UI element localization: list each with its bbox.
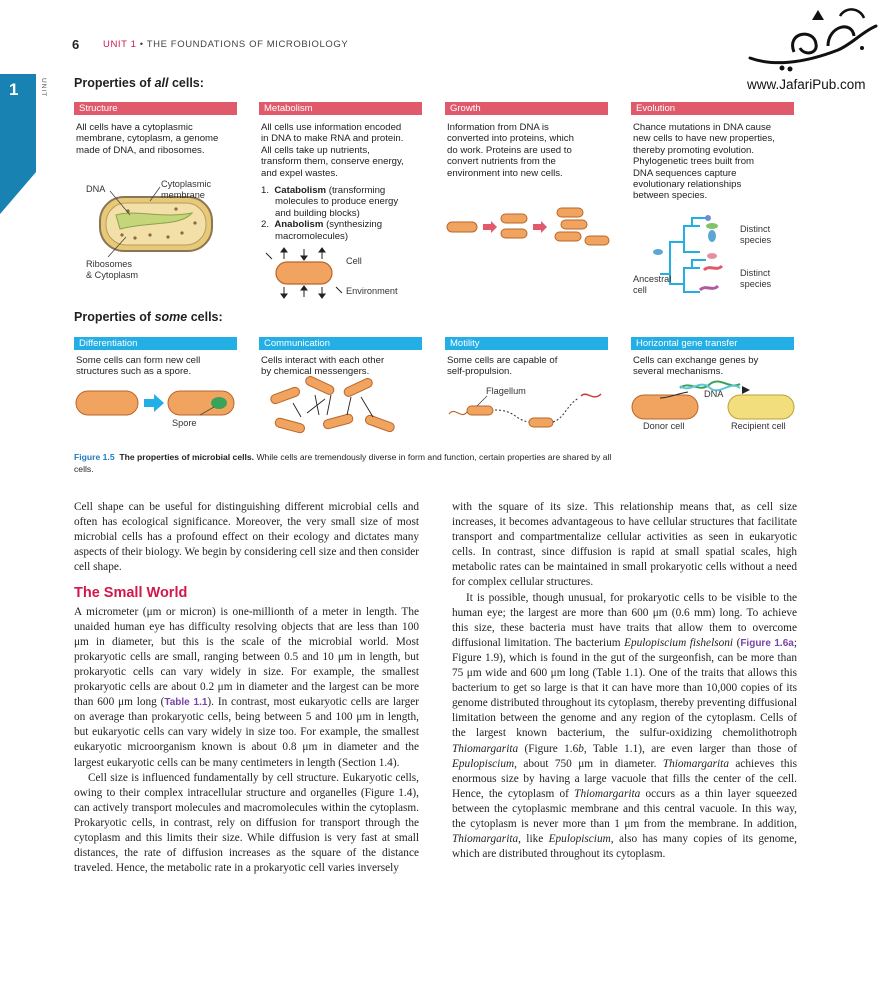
label-dna: DNA xyxy=(86,184,106,194)
label-spore: Spore xyxy=(172,418,197,428)
label-ribosomes: Ribosomes & Cytoplasm xyxy=(86,259,139,280)
metabolism-diagram xyxy=(262,245,362,305)
figure-number: Figure 1.5 xyxy=(74,452,115,462)
communication-desc: Cells interact with each other by chemical messengers. xyxy=(261,355,385,378)
right-column xyxy=(452,500,797,862)
page-number: 6 xyxy=(72,37,80,52)
label-distinct-species-1: Distinct species xyxy=(740,224,772,245)
gene-transfer-diagram xyxy=(630,378,800,423)
growth-desc: Information from DNA is converted into proteins, which do work. Proteins are used to convert nutrients from the environment into new cells. xyxy=(447,122,574,179)
label-cell: Cell xyxy=(346,256,362,266)
label-recipient-cell: Recipient cell xyxy=(731,421,786,431)
right-para-1: with the square of its size. This relationship means that, as cell size increases, it becomes advantageous to have cellular structures that facilitate transport and compartmentalize cellular activities as seen in eukaryotic cells. In contrast, since diffusion is rapid at small spatial scales, high metabolic rates can be maintained in small prokaryotic cells without a need for complex cellular structures. xyxy=(452,501,797,589)
unit-title: THE FOUNDATIONS OF MICROBIOLOGY xyxy=(146,39,349,50)
metabolism-desc: All cells use information encoded in DNA to make RNA and protein. All cells take up nutrients, transform them, conserve energy, and expel wastes. xyxy=(261,122,404,179)
gene-transfer-bar: Horizontal gene transfer xyxy=(631,337,794,350)
unit-label: UNIT 1 xyxy=(103,39,137,50)
left-para-3: Cell size is influenced fundamentally by cell structure. Eukaryotic cells, owing to their complex intracellular structure and organelles (Figure 1.4), can actively transport molecules and macromolecules within the cytoplasm. Prokaryotic cells, in contrast, rely on diffusion for transport through the cytoplasm and this limits their size. While diffusion is very fast at small distances, the rate of diffusion increases as the square of the distance traveled. Hence, the metabolic rate in a prokaryotic cell varies inversely xyxy=(74,771,419,875)
label-dna-transfer: DNA xyxy=(704,389,724,399)
differentiation-bar: Differentiation xyxy=(74,337,237,350)
growth-bar: Growth xyxy=(445,102,608,115)
metabolism-item-1: 1. Catabolism (transforming xyxy=(261,185,386,196)
left-para-2: A micrometer (μm or micron) is one-millionth of a meter in length. The unaided human eye has difficulty resolving objects that are less than 100 μm in diameter, but this is the scale of the microbial world. Most prokaryotic cells are small, ranging between 0.5 and 10 μm in length, but prokaryotic cells can vary widely in size. For example, the smallest prokaryotic cells are about 0.2 μm in diameter and the largest can be more than 600 μm long (Table 1.1). In contrast, most eukaryotic cells are larger on average than prokaryotic cells, being between 5 and 100 μm in length, but eukaryotic cells can vary widely in size too. For example, the smallest eukaryotic microorganism known is about 0.8 μm in diameter and the largest eukaryotic cells can be many centimeters in length (Section 1.4). xyxy=(74,605,419,769)
label-distinct-species-2: Distinct species xyxy=(740,268,772,289)
evolution-bar: Evolution xyxy=(631,102,794,115)
left-column xyxy=(74,500,419,876)
metabolism-bar: Metabolism xyxy=(259,102,422,115)
differentiation-diagram xyxy=(74,385,244,425)
communication-bar: Communication xyxy=(259,337,422,350)
label-flagellum: Flagellum xyxy=(486,386,526,396)
growth-diagram xyxy=(445,200,615,250)
publisher-url: www.JafariPub.com xyxy=(747,77,866,92)
label-environment: Environment xyxy=(346,286,398,296)
publisher-logo xyxy=(742,6,884,78)
label-donor-cell: Donor cell xyxy=(643,421,685,431)
figure-caption-title: The properties of microbial cells. xyxy=(119,452,255,462)
structure-bar: Structure xyxy=(74,102,237,115)
metabolism-list: 1. Catabolism (transforming molecules to produce energy and building blocks) 2. Anabolism (synthesizing macromolecules) xyxy=(261,185,399,242)
all-cells-title: Properties of all cells: xyxy=(74,76,204,90)
differentiation-desc: Some cells can form new cell structures such as a spore. xyxy=(76,355,201,378)
label-membrane: Cytoplasmic membrane xyxy=(161,179,212,200)
communication-diagram xyxy=(265,375,425,440)
some-cells-title: Properties of some cells: xyxy=(74,310,223,324)
motility-diagram xyxy=(445,380,610,440)
evolution-desc: Chance mutations in DNA cause new cells to have new properties, thereby promoting evolution. Phylogenetic trees built from DNA sequences capture evolutionary relationships between species. xyxy=(633,122,775,202)
motility-desc: Some cells are capable of self-propulsion. xyxy=(447,355,558,378)
gene-transfer-desc: Cells can exchange genes by several mechanisms. xyxy=(633,355,759,378)
metabolism-item-2: 2. Anabolism (synthesizing xyxy=(261,219,383,231)
label-ancestral-cell: Ancestral cell xyxy=(633,274,672,295)
structure-desc: All cells have a cytoplasmic membrane, cytoplasm, a genome made of DNA, and ribosomes. xyxy=(76,122,219,156)
motility-bar: Motility xyxy=(445,337,608,350)
running-header: UNIT 1 • THE FOUNDATIONS OF MICROBIOLOGY xyxy=(103,39,349,50)
left-para-1: Cell shape can be useful for distinguishing different microbial cells and often has ecological significance. Moreover, the very small size of most microbial cells has a profound effect on their ecology and dictates many aspects of their biology. We begin by considering cell size and then consider cell shape. xyxy=(74,501,419,574)
figure-caption-text: While cells are tremendously diverse in form and function, certain properties are shared by all cells. xyxy=(74,452,612,474)
right-para-2: It is possible, though unusual, for prokaryotic cells to be visible to the human eye; the largest are more than 600 μm (0.6 mm) long. To achieve this size, these bacteria must have traits that allow them to overcome diffusional limitation. The bacterium Epulopiscium fishelsoni (Figure 1.6a; Figure 1.9), which is found in the gut of the surgeonfish, can be more than 75 μm wide and 600 μm long (Table 1.1). One of the traits that allows this bacterium to get so large is that it can have more than 10,000 copies of its genome distributed throughout its cytoplasm, thereby preventing diffusional limitation between the genome and any region of the cytoplasm. Cells of the largest known bacterium, the sulfur-oxidizing chemolithotroph Thiomargarita (Figure 1.6b, Table 1.1), are even larger than those of Epulopiscium, about 750 μm in diameter. Thiomargarita achieves this enormous size by having a large vacuole that fills the center of the cell. Hence, the cytoplasm of Thiomargarita occurs as a thin layer squeezed between the cytoplasmic membrane and this central vacuole. In this way, the cytoplasm is never more than 1 μm from the membrane. In addition, Thiomargarita, like Epulopiscium, also has many copies of its genome, which are distributed throughout its cytoplasm. xyxy=(452,591,798,861)
chapter-number: 1 xyxy=(9,80,19,99)
chapter-tab-label: UNIT xyxy=(40,78,47,98)
section-heading: The Small World xyxy=(74,585,188,602)
figure-caption xyxy=(74,452,614,475)
